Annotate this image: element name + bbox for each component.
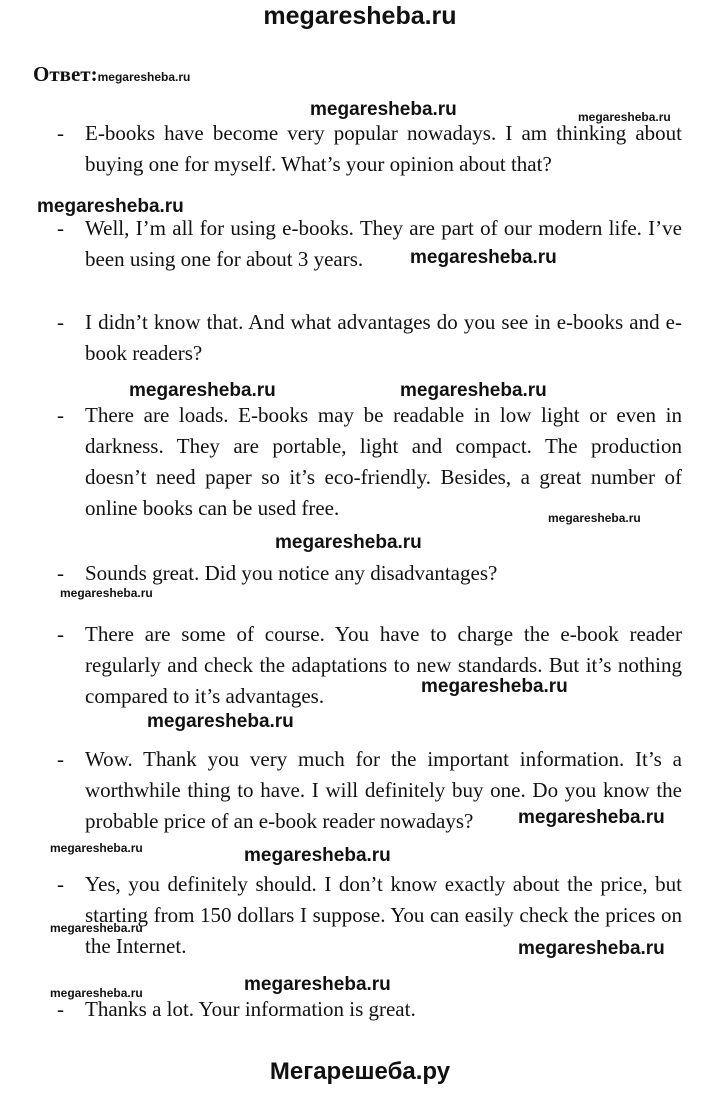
watermark: megaresheba.ru: [400, 380, 547, 401]
dialogue-line: [57, 558, 682, 589]
watermark: megaresheba.ru: [50, 986, 143, 1000]
watermark: megaresheba.ru: [548, 511, 641, 525]
dialogue-dash: -: [57, 622, 64, 646]
dialogue-dash: -: [57, 310, 64, 334]
dialogue-dash: -: [57, 121, 64, 145]
dialogue-line: [57, 400, 682, 524]
watermark: megaresheba.ru: [129, 380, 276, 401]
site-header-title: megaresheba.ru: [263, 2, 457, 30]
dialogue-text: Thanks a lot. Your information is great.: [85, 997, 416, 1021]
dialogue-text: I didn’t know that. And what advantages do you see in e-books and e-book readers?: [85, 310, 682, 365]
watermark: megaresheba.ru: [421, 676, 568, 697]
answer-label-text: Ответ:: [33, 62, 98, 86]
watermark: megaresheba.ru: [578, 110, 671, 124]
dialogue-dash: -: [57, 997, 64, 1021]
watermark: megaresheba.ru: [244, 845, 391, 866]
dialogue-dash: -: [57, 747, 64, 771]
dialogue-dash: -: [57, 872, 64, 896]
dialogue-text: E-books have become very popular nowadays. I am thinking about buying one for myself. What’s your opinion about that?: [85, 121, 682, 176]
site-footer-title: Мегарешеба.ру: [269, 1058, 451, 1085]
watermark: megaresheba.ru: [147, 711, 294, 732]
dialogue-line: [57, 213, 682, 275]
dialogue-text: Well, I’m all for using e-books. They are part of our modern life. I’ve been using one for about 3 years.: [85, 216, 682, 271]
answer-label-watermark: megaresheba.ru: [97, 70, 191, 84]
dialogue-text: Yes, you definitely should. I don’t know exactly about the price, but starting from 150 dollars I suppose. You can easily check the prices on the Internet.: [85, 872, 682, 958]
dialogue-line: [57, 619, 682, 712]
dialogue-dash: -: [57, 216, 64, 240]
watermark: megaresheba.ru: [50, 921, 143, 935]
dialogue-text: Sounds great. Did you notice any disadvantages?: [85, 561, 498, 585]
watermark: megaresheba.ru: [244, 974, 391, 995]
dialogue-text: Wow. Thank you very much for the important information. It’s a worthwhile thing to have. I will definitely buy one. Do you know the probable price of an e-book reader nowadays?: [85, 747, 682, 833]
watermark: megaresheba.ru: [518, 807, 665, 828]
watermark: megaresheba.ru: [410, 247, 557, 268]
watermark: megaresheba.ru: [50, 841, 143, 855]
watermark: megaresheba.ru: [310, 99, 457, 120]
dialogue-dash: -: [57, 561, 64, 585]
watermark: megaresheba.ru: [518, 938, 665, 959]
watermark: megaresheba.ru: [275, 532, 422, 553]
answer-label: [33, 62, 190, 87]
dialogue-dash: -: [57, 403, 64, 427]
dialogue-line: [57, 307, 682, 369]
dialogue-text: There are some of course. You have to charge the e-book reader regularly and check the adaptations to new standards. But it’s nothing compared to it’s advantages.: [85, 622, 682, 708]
watermark: megaresheba.ru: [60, 586, 153, 600]
dialogue-text: There are loads. E-books may be readable in low light or even in darkness. They are portable, light and compact. The production doesn’t need paper so it’s eco-friendly. Besides, a great number of online books can be used free.: [85, 403, 682, 520]
watermark: megaresheba.ru: [37, 196, 184, 217]
dialogue-line: [57, 118, 682, 180]
dialogue-line: [57, 994, 682, 1025]
